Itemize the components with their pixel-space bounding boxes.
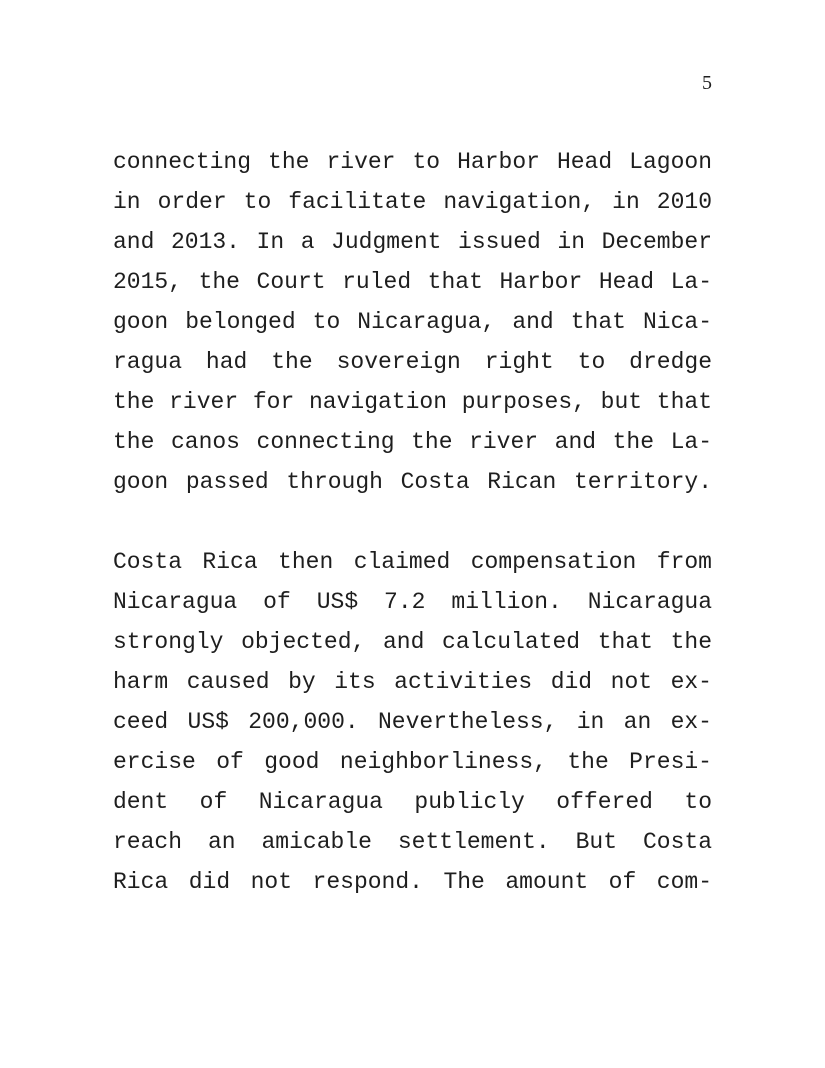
text-line: dent of Nicaragua publicly offered to bbox=[113, 789, 712, 815]
text-line: in order to facilitate navigation, in 2010 bbox=[113, 189, 712, 215]
text-line: the river for navigation purposes, but that bbox=[113, 389, 712, 415]
text-line: 2015, the Court ruled that Harbor Head La- bbox=[113, 269, 712, 295]
text-line: ragua had the sovereign right to dredge bbox=[113, 349, 712, 375]
text-line: ercise of good neighborliness, the Presi- bbox=[113, 749, 712, 775]
text-line: Costa Rica then claimed compensation from bbox=[113, 549, 712, 575]
text-line: and 2013. In a Judgment issued in December bbox=[113, 229, 712, 255]
text-line: Nicaragua of US$ 7.2 million. Nicaragua bbox=[113, 589, 712, 615]
text-line: ceed US$ 200,000. Nevertheless, in an ex- bbox=[113, 709, 712, 735]
text-line: Rica did not respond. The amount of com- bbox=[113, 869, 712, 895]
text-line: connecting the river to Harbor Head Lagoon bbox=[113, 149, 712, 175]
text-line: goon passed through Costa Rican territory. bbox=[113, 469, 712, 495]
text-line: harm caused by its activities did not ex- bbox=[113, 669, 712, 695]
text-line: reach an amicable settlement. But Costa bbox=[113, 829, 712, 855]
paragraph bbox=[113, 142, 712, 502]
text-line: the canos connecting the river and the La- bbox=[113, 429, 712, 455]
paragraph bbox=[113, 542, 712, 902]
document-body bbox=[113, 142, 712, 902]
text-line: goon belonged to Nicaragua, and that Nica- bbox=[113, 309, 712, 335]
page-number: 5 bbox=[702, 72, 712, 94]
text-line: strongly objected, and calculated that the bbox=[113, 629, 712, 655]
